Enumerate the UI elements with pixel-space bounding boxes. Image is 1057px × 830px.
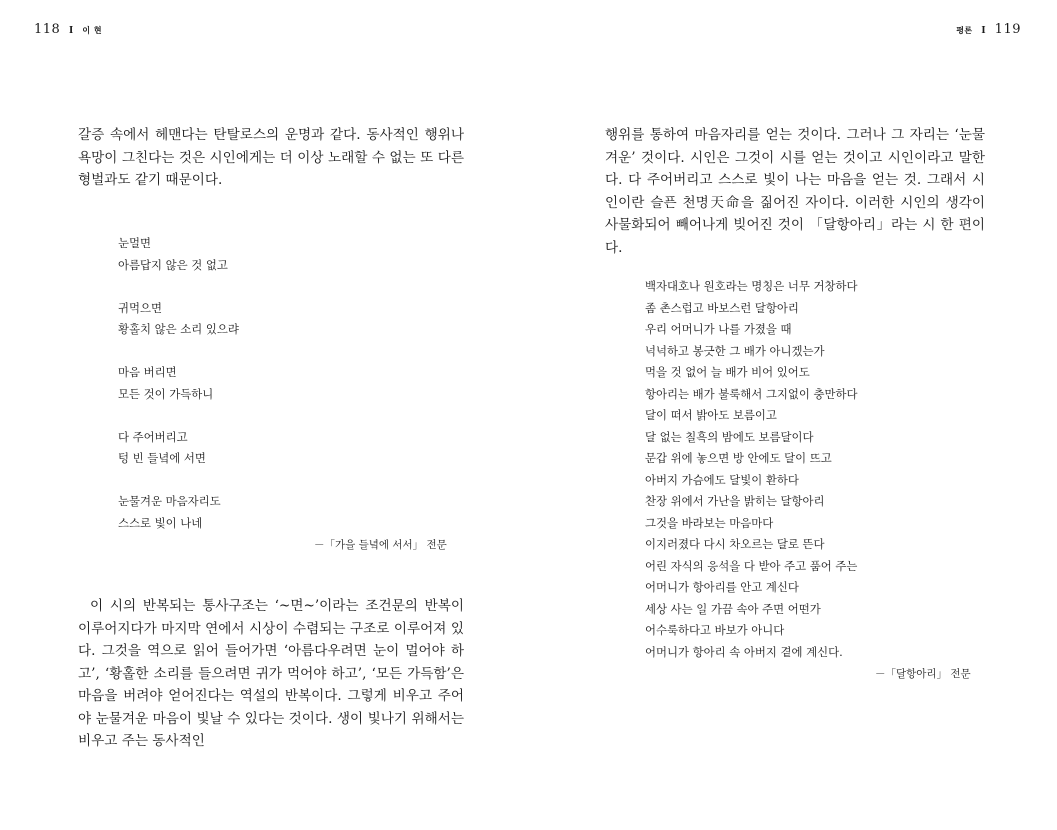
poem-line: 귀먹으면 [118, 300, 163, 315]
poem-line: 눈멀면 [118, 236, 152, 250]
right-header-section: 평론 [956, 25, 973, 35]
left-page-number: 118 [34, 22, 61, 37]
right-page-number: 119 [994, 22, 1021, 37]
poem-line: 어머니가 항아리 속 아버지 곁에 계신다. [645, 644, 843, 659]
poem-line: 아버지 가슴에도 달빛이 환하다 [645, 472, 799, 487]
poem-line: 아름답지 않은 것 없고 [118, 257, 228, 272]
right-paragraph-1: 행위를 통하여 마음자리를 얻는 것이다. 그러나 그 자리는 ‘눈물겨운’ 것이다. 시인은 그것이 시를 얻는 것이고 시인이라고 말한다. 다 주어버리고 스스로 빛이 나는 마음을 얻는 것. 그래서 시인이란 슬픈 천명天命을 짊어진 자이다. 이러한 시인의 생각이 사물화되어 빼어나게 빚어진 것이 「달항아리」라는 시 한 편이다. [605, 127, 985, 256]
poem-line: 그것을 바라보는 마음마다 [645, 515, 774, 530]
right-poem [645, 276, 975, 663]
poem-line: 세상 사는 일 가끔 속아 주면 어떤가 [645, 601, 821, 616]
poem-line: 스스로 빛이 나네 [118, 515, 203, 530]
poem-line: 달이 떠서 밝아도 보름이고 [645, 408, 777, 422]
poem-line: 찬장 위에서 가난을 밝히는 달항아리 [645, 494, 825, 508]
right-page-header [956, 22, 1021, 37]
poem-line: 이지러졌다 다시 차오르는 달로 뜬다 [645, 537, 825, 551]
poem-line: 항아리는 배가 불룩해서 그지없이 충만하다 [645, 386, 858, 401]
left-paragraph-2: 이 시의 반복되는 통사구조는 ‘~면~’이라는 조건문의 반복이 이루어지다가 마지막 연에서 시상이 수렴되는 구조로 이루어져 있다. 그것을 역으로 읽어 들어가면 ‘아름다우려면 눈이 멀어야 하고’, ‘황홀한 소리를 들으려면 귀가 먹어야 하고’, ‘모든 가득함’은 마음을 버려야 얻어진다는 역설의 반복이다. 그렇게 비우고 주어야 눈물겨운 마음이 빛날 수 있다는 것이다. 생이 빛나기 위해서는 비우고 주는 동사적인 [78, 598, 464, 749]
poem-line: 마음 버리면 [118, 365, 177, 379]
left-header-separator: I [68, 26, 74, 36]
poem-line: 어머니가 항아리를 안고 계신다 [645, 580, 799, 594]
poem-line: 넉넉하고 봉긋한 그 배가 아니겠는가 [645, 343, 825, 358]
poem-line: 먹을 것 없어 늘 배가 비어 있어도 [645, 365, 810, 379]
poem-line: 문갑 위에 놓으면 방 안에도 달이 뜨고 [645, 451, 832, 465]
right-poem-credit: －「달항아리」 전문 [875, 668, 971, 680]
poem-line: 우리 어머니가 나를 가졌을 때 [645, 322, 792, 336]
poem-line: 백자대호나 원호라는 명칭은 너무 거창하다 [645, 279, 858, 293]
poem-line: 모든 것이 가득하니 [118, 386, 214, 401]
poem-line: 텅 빈 들녘에 서면 [118, 451, 206, 465]
left-poem-credit: －「가을 들녘에 서서」 전문 [314, 539, 447, 551]
poem-line: 다 주어버리고 [118, 429, 188, 444]
poem-line: 달 없는 칠흑의 밤에도 보름달이다 [645, 429, 814, 444]
right-header-separator: I [981, 26, 987, 36]
poem-line: 눈물겨운 마음자리도 [118, 494, 221, 508]
left-header-author: 이 현 [82, 25, 103, 35]
poem-line: 어린 자식의 응석을 다 받아 주고 품어 주는 [645, 558, 858, 573]
poem-line: 어수룩하다고 바보가 아니다 [645, 623, 785, 637]
poem-line: 황홀치 않은 소리 있으랴 [118, 322, 239, 336]
left-page-header [34, 22, 102, 37]
left-poem [118, 233, 448, 534]
poem-line: 좀 촌스럽고 바보스런 달항아리 [645, 300, 799, 315]
left-paragraph-1: 갈증 속에서 헤맨다는 탄탈로스의 운명과 같다. 동사적인 행위나 욕망이 그친다는 것은 시인에게는 더 이상 노래할 수 없는 또 다른 형벌과도 같기 때문이다. [78, 127, 464, 188]
